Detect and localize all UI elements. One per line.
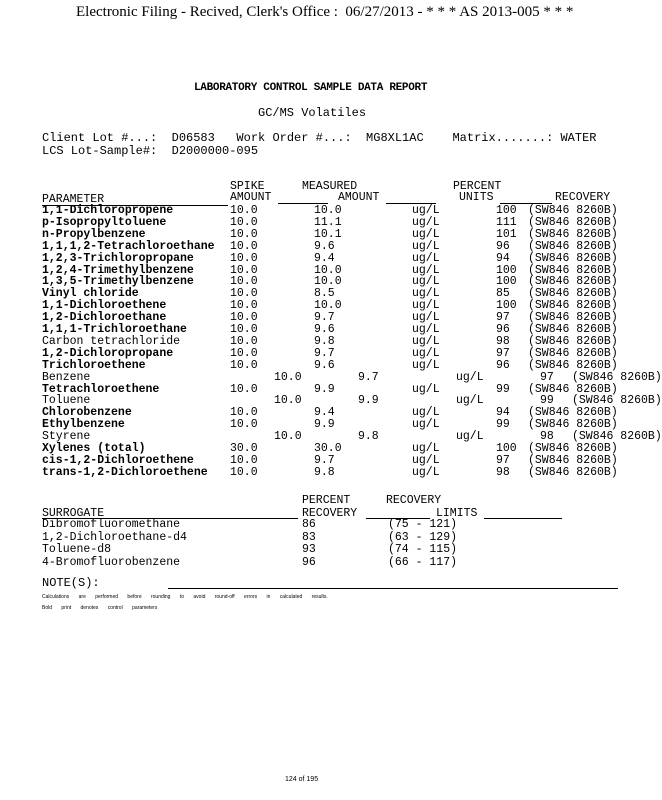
percent-recovery: 98 (540, 430, 554, 444)
notes-underline (168, 588, 618, 589)
spike-amount: 10.0 (230, 299, 258, 313)
recovery-limits: (75 - 121) (388, 518, 458, 531)
spike-amount: 10.0 (230, 323, 258, 336)
method-reference: (SW846 8260B) (572, 430, 662, 444)
units: ug/L (456, 370, 484, 384)
parameter-name: 1,1-Dichloroethene (42, 299, 167, 313)
table-row (42, 467, 622, 479)
measured-amount: 10.0 (314, 204, 342, 217)
parameter-name: Styrene (42, 430, 91, 444)
measured-amount: 10.0 (314, 275, 342, 289)
units: ug/L (412, 204, 440, 217)
surrogate-row (42, 532, 622, 544)
method-reference: (SW846 8260B) (528, 311, 618, 325)
spike-amount: 10.0 (230, 358, 258, 372)
report-title: LABORATORY CONTROL SAMPLE DATA REPORT (194, 82, 428, 94)
percent-recovery: 100 (496, 275, 517, 289)
method-reference: (SW846 8260B) (528, 299, 618, 313)
method-reference: (SW846 8260B) (528, 215, 618, 229)
table-row (42, 384, 622, 396)
spike-amount: 10.0 (230, 263, 258, 277)
recovery-limits: (63 - 129) (388, 530, 458, 544)
percent-recovery: 100 (496, 204, 517, 217)
spike-amount: 10.0 (230, 204, 258, 217)
units: ug/L (412, 382, 440, 396)
note-bold-print: Bold print denotes control parameters (42, 605, 158, 611)
units: ug/L (412, 465, 440, 479)
notes-label: NOTE(S): (42, 576, 100, 590)
units: ug/L (412, 311, 440, 325)
surrogate-recovery-header: RECOVERY (302, 507, 358, 520)
parameter-name: Ethylbenzene (42, 418, 125, 432)
spike-amount: 10.0 (230, 418, 258, 432)
client-lot-line: Client Lot #...: D06583 Work Order #...: MG8XL1AC Matrix.......: WATER (42, 131, 597, 145)
spike-amount: 10.0 (230, 465, 258, 479)
measured-amount: 9.9 (314, 418, 335, 432)
method-reference: (SW846 8260B) (528, 346, 618, 360)
units: ug/L (412, 215, 440, 229)
units: ug/L (412, 334, 440, 348)
percent-recovery: 97 (496, 453, 510, 467)
table-row (42, 370, 662, 384)
spike-amount: 10.0 (230, 227, 258, 241)
measured-amount-header: AMOUNT (338, 191, 380, 204)
method-reference: (SW846 8260B) (528, 204, 618, 217)
spike-amount: 10.0 (230, 382, 258, 396)
spike-amount: 10.0 (230, 406, 258, 420)
measured-amount: 11.1 (314, 215, 342, 229)
method-reference: (SW846 8260B) (528, 453, 618, 467)
surrogate-row (42, 519, 622, 531)
method-title: GC/MS Volatiles (258, 106, 367, 120)
percent-recovery: 94 (496, 406, 510, 420)
units: ug/L (412, 418, 440, 432)
recovery-header: RECOVERY (555, 191, 611, 204)
spike-header: SPIKE (230, 180, 265, 193)
units: ug/L (412, 275, 440, 289)
spike-amount: 30.0 (230, 442, 258, 455)
surrogate-percent-header: PERCENT (302, 494, 351, 507)
table-row (42, 241, 622, 253)
parameter-name: 1,2-Dichloropropane (42, 346, 174, 360)
table-row (42, 253, 622, 265)
parameter-name: Vinyl chloride (42, 287, 139, 301)
method-reference: (SW846 8260B) (528, 442, 618, 455)
percent-recovery: 97 (496, 346, 510, 360)
parameter-name: 1,1,1-Trichloroethane (42, 323, 187, 336)
measured-amount: 9.8 (314, 465, 335, 479)
method-reference: (SW846 8260B) (528, 251, 618, 265)
recovery-limits: (74 - 115) (388, 543, 458, 556)
units: ug/L (456, 430, 484, 444)
percent-recovery: 96 (496, 239, 510, 253)
percent-recovery: 94 (496, 251, 510, 265)
surrogate-name: 4-Bromofluorobenzene (42, 555, 181, 569)
parameter-name: 1,2,4-Trimethylbenzene (42, 263, 194, 277)
surrogate-recovery-top-header: RECOVERY (386, 494, 442, 507)
percent-recovery: 98 (496, 465, 510, 479)
spike-amount: 10.0 (230, 346, 258, 360)
table-row (42, 419, 622, 431)
method-reference: (SW846 8260B) (528, 465, 618, 479)
table-row (42, 360, 622, 372)
spike-amount: 10.0 (230, 215, 258, 229)
parameter-name: 1,1,1,2-Tetrachloroethane (42, 239, 215, 253)
surrogate-row (42, 544, 622, 556)
surrogate-recovery: 96 (302, 555, 316, 569)
measured-amount: 10.1 (314, 227, 342, 241)
units: ug/L (412, 323, 440, 336)
spike-amount: 10.0 (274, 370, 302, 384)
spike-amount: 10.0 (230, 251, 258, 265)
percent-recovery: 97 (540, 370, 554, 384)
parameter-name: Xylenes (total) (42, 442, 146, 455)
measured-amount: 30.0 (314, 442, 342, 455)
measured-amount: 9.8 (314, 334, 335, 348)
measured-amount: 9.8 (358, 430, 379, 444)
units: ug/L (412, 287, 440, 301)
surrogate-recovery: 93 (302, 543, 316, 556)
parameter-name: Benzene (42, 370, 91, 384)
method-reference: (SW846 8260B) (528, 323, 618, 336)
measured-amount: 10.0 (314, 263, 342, 277)
percent-recovery: 85 (496, 287, 510, 301)
method-reference: (SW846 8260B) (528, 334, 618, 348)
method-reference: (SW846 8260B) (528, 406, 618, 420)
measured-amount: 9.9 (314, 382, 335, 396)
units: ug/L (412, 251, 440, 265)
units: ug/L (412, 263, 440, 277)
units: ug/L (412, 346, 440, 360)
measured-amount: 9.7 (314, 453, 335, 467)
parameter-name: cis-1,2-Dichloroethene (42, 453, 194, 467)
percent-recovery: 101 (496, 227, 517, 241)
parameter-name: Tetrachloroethene (42, 382, 160, 396)
parameter-name: 1,2,3-Trichloropropane (42, 251, 194, 265)
spike-amount: 10.0 (274, 430, 302, 444)
spike-amount: 10.0 (230, 287, 258, 301)
units: ug/L (412, 453, 440, 467)
percent-recovery: 111 (496, 215, 517, 229)
measured-amount: 9.6 (314, 323, 335, 336)
surrogate-recovery: 83 (302, 530, 316, 544)
method-reference: (SW846 8260B) (528, 287, 618, 301)
percent-recovery: 99 (496, 418, 510, 432)
table-row (42, 348, 622, 360)
parameter-name: n-Propylbenzene (42, 227, 146, 241)
percent-recovery: 97 (496, 311, 510, 325)
method-reference: (SW846 8260B) (528, 418, 618, 432)
units: ug/L (412, 239, 440, 253)
method-reference: (SW846 8260B) (528, 239, 618, 253)
measured-amount: 8.5 (314, 287, 335, 301)
units-header: UNITS (459, 191, 494, 204)
parameter-name: trans-1,2-Dichloroethene (42, 465, 208, 479)
table-row (42, 229, 622, 241)
percent-recovery: 99 (540, 394, 554, 408)
method-reference: (SW846 8260B) (528, 382, 618, 396)
units: ug/L (412, 299, 440, 313)
measured-amount: 9.6 (314, 239, 335, 253)
percent-recovery: 100 (496, 442, 517, 455)
parameter-name: Toluene (42, 394, 91, 408)
surrogate-name: Dibromofluoromethane (42, 518, 181, 531)
parameter-name: p-Isopropyltoluene (42, 215, 167, 229)
units: ug/L (412, 227, 440, 241)
method-reference: (SW846 8260B) (572, 394, 662, 408)
measured-amount: 10.0 (314, 299, 342, 313)
surrogate-limits-header: LIMITS (436, 507, 478, 520)
surrogate-row (42, 557, 622, 569)
surrogate-recovery: 86 (302, 518, 316, 531)
percent-recovery: 100 (496, 299, 517, 313)
parameter-name: Chlorobenzene (42, 406, 132, 420)
method-reference: (SW846 8260B) (528, 358, 618, 372)
parameter-name: 1,1-Dichloropropene (42, 204, 174, 217)
units: ug/L (412, 442, 440, 455)
method-reference: (SW846 8260B) (528, 263, 618, 277)
parameter-name: 1,2-Dichloroethane (42, 311, 167, 325)
parameter-name: Carbon tetrachloride (42, 334, 181, 348)
surrogate-name: 1,2-Dichloroethane-d4 (42, 530, 187, 544)
percent-recovery: 98 (496, 334, 510, 348)
spike-amount: 10.0 (274, 394, 302, 408)
spike-amount: 10.0 (230, 275, 258, 289)
spike-amount: 10.0 (230, 239, 258, 253)
method-reference: (SW846 8260B) (528, 227, 618, 241)
parameter-name: 1,3,5-Trimethylbenzene (42, 275, 194, 289)
percent-recovery: 96 (496, 323, 510, 336)
measured-header: MEASURED (302, 180, 358, 193)
units: ug/L (412, 406, 440, 420)
units: ug/L (412, 358, 440, 372)
page-number: 124 of 195 (285, 776, 319, 783)
measured-amount: 9.9 (358, 394, 379, 408)
spike-amount: 10.0 (230, 453, 258, 467)
lcs-lot-line: LCS Lot-Sample#: D2000000-095 (42, 144, 259, 158)
measured-amount: 9.7 (314, 311, 335, 325)
percent-recovery: 96 (496, 358, 510, 372)
note-calculations: Calculations are performed before rounding to avoid round-off errors in calculated results. (42, 594, 328, 600)
measured-amount: 9.7 (314, 346, 335, 360)
method-reference: (SW846 8260B) (572, 370, 662, 384)
spike-amount: 10.0 (230, 311, 258, 325)
percent-header: PERCENT (453, 180, 502, 193)
filing-header: Electronic Filing - Recived, Clerk's Office : 06/27/2013 - * * * AS 2013-005 * * * (76, 4, 574, 20)
units: ug/L (456, 394, 484, 408)
measured-amount: 9.4 (314, 406, 335, 420)
parameter-name: Trichloroethene (42, 358, 146, 372)
recovery-limits: (66 - 117) (388, 555, 458, 569)
method-reference: (SW846 8260B) (528, 275, 618, 289)
percent-recovery: 99 (496, 382, 510, 396)
measured-amount: 9.4 (314, 251, 335, 265)
measured-amount: 9.7 (358, 370, 379, 384)
spike-amount-header: AMOUNT (230, 191, 272, 204)
surrogate-header: SURROGATE (42, 507, 105, 520)
parameter-header: PARAMETER (42, 193, 105, 206)
surrogate-name: Toluene-d8 (42, 543, 112, 556)
measured-amount: 9.6 (314, 358, 335, 372)
spike-amount: 10.0 (230, 334, 258, 348)
percent-recovery: 100 (496, 263, 517, 277)
